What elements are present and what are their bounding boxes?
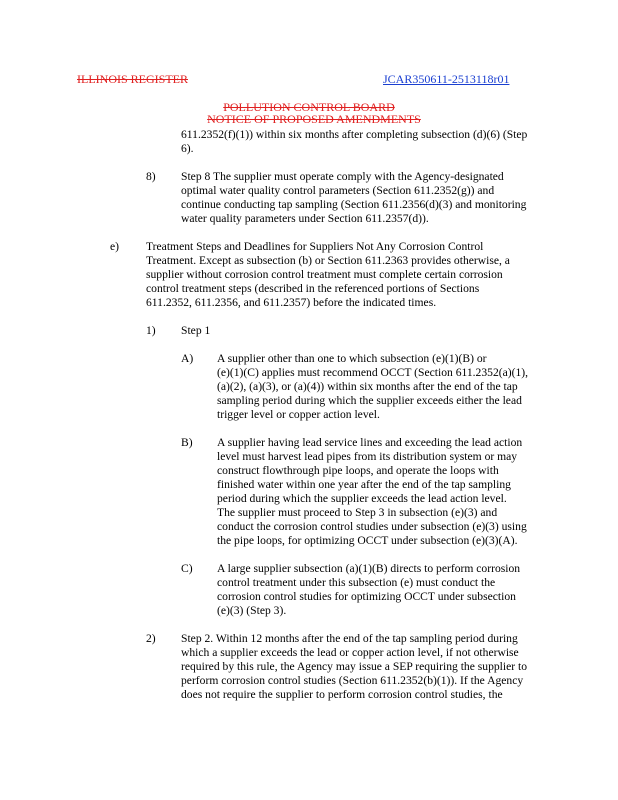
item-1b-marker: B) [181,436,193,449]
continuation-line: 6). [181,142,194,155]
item-1b-line: The supplier must proceed to Step 3 in subsection (e)(3) and [217,506,498,519]
item-1b-line: A supplier having lead service lines and exceeding the lead action [217,436,523,449]
item-1c-marker: C) [181,562,193,575]
item-1-label: Step 1 [181,324,211,337]
item-2-line: which a supplier exceeds the lead or copper action level, if not otherwise [181,646,519,659]
item-1c-line: corrosion control studies for optimizing OCCT under subsection [217,590,516,603]
item-2-line: does not require the supplier to perform corrosion control studies, the [181,688,503,701]
item-1a-line: trigger level or copper action level. [217,408,380,421]
item-1c-line: (e)(3) (Step 3). [217,604,287,617]
item-e-line: 611.2352, 611.2356, and 611.2357) before the indicated times. [146,296,437,309]
item-e-line: Treatment Steps and Deadlines for Suppliers Not Any Corrosion Control [146,240,484,253]
continuation-line: 611.2352(f)(1)) within six months after completing subsection (d)(6) (Step [181,128,528,141]
register-header: ILLINOIS REGISTER [77,72,188,86]
item-8-line: continue conducting tap sampling (Section 611.2356(d)(3) and monitoring [181,198,527,211]
item-8-line: Step 8 The supplier must operate comply with the Agency-designated [181,170,504,183]
item-1b-line: conduct the corrosion control studies under subsection (e)(3) using [217,520,527,533]
item-1a-marker: A) [181,352,194,365]
item-e-line: control treatment steps (described in the referenced portions of Sections [146,282,480,295]
jcar-reference: JCAR350611-2513118r01 [383,72,510,86]
item-e-line: supplier without corrosion control treatment must complete certain corrosion [146,268,503,281]
item-1b-line: period during which the supplier exceeds the lead action level. [217,492,507,505]
item-1a-line: sampling period during which the supplier exceeds either the lead [217,394,522,407]
item-1b-line: finished water within one year after the end of the tap sampling [217,478,511,491]
notice-subtitle: NOTICE OF PROPOSED AMENDMENTS [207,112,421,126]
item-1a-line: (e)(1)(C) applies must recommend OCCT (Section 611.2352(a)(1), [217,366,529,379]
item-1c-line: control treatment under this subsection (e) must conduct the [217,576,496,589]
item-1a-line: A supplier other than one to which subsection (e)(1)(B) or [217,352,487,365]
item-8-line: water quality parameters under Section 611.2357(d)). [181,212,429,225]
item-e-line: Treatment. Except as subsection (b) or Section 611.2363 provides otherwise, a [146,254,510,267]
item-e-marker: e) [110,240,120,253]
item-1c-line: A large supplier subsection (a)(1)(B) directs to perform corrosion [217,562,521,575]
item-1-marker: 1) [146,324,156,337]
item-2-line: perform corrosion control studies (Section 611.2352(b)(1)). If the Agency [181,674,524,687]
board-title: POLLUTION CONTROL BOARD [223,100,395,114]
item-8-line: optimal water quality control parameters (Section 611.2352(g)) and [181,184,495,197]
item-1a-line: (a)(2), (a)(3), or (a)(4)) within six months after the end of the tap [217,380,518,393]
item-8-marker: 8) [146,170,156,183]
item-2-line: Step 2. Within 12 months after the end of the tap sampling period during [181,632,518,645]
item-1b-line: the pipe loops, for optimizing OCCT under subsection (e)(3)(A). [217,534,518,547]
item-2-line: required by this rule, the Agency may issue a SEP requiring the supplier to [181,660,528,673]
item-1b-line: construct flowthrough pipe loops, and operate the loops with [217,464,499,477]
item-1b-line: level must harvest lead pipes from its distribution system or may [217,450,518,463]
item-2-marker: 2) [146,632,156,645]
